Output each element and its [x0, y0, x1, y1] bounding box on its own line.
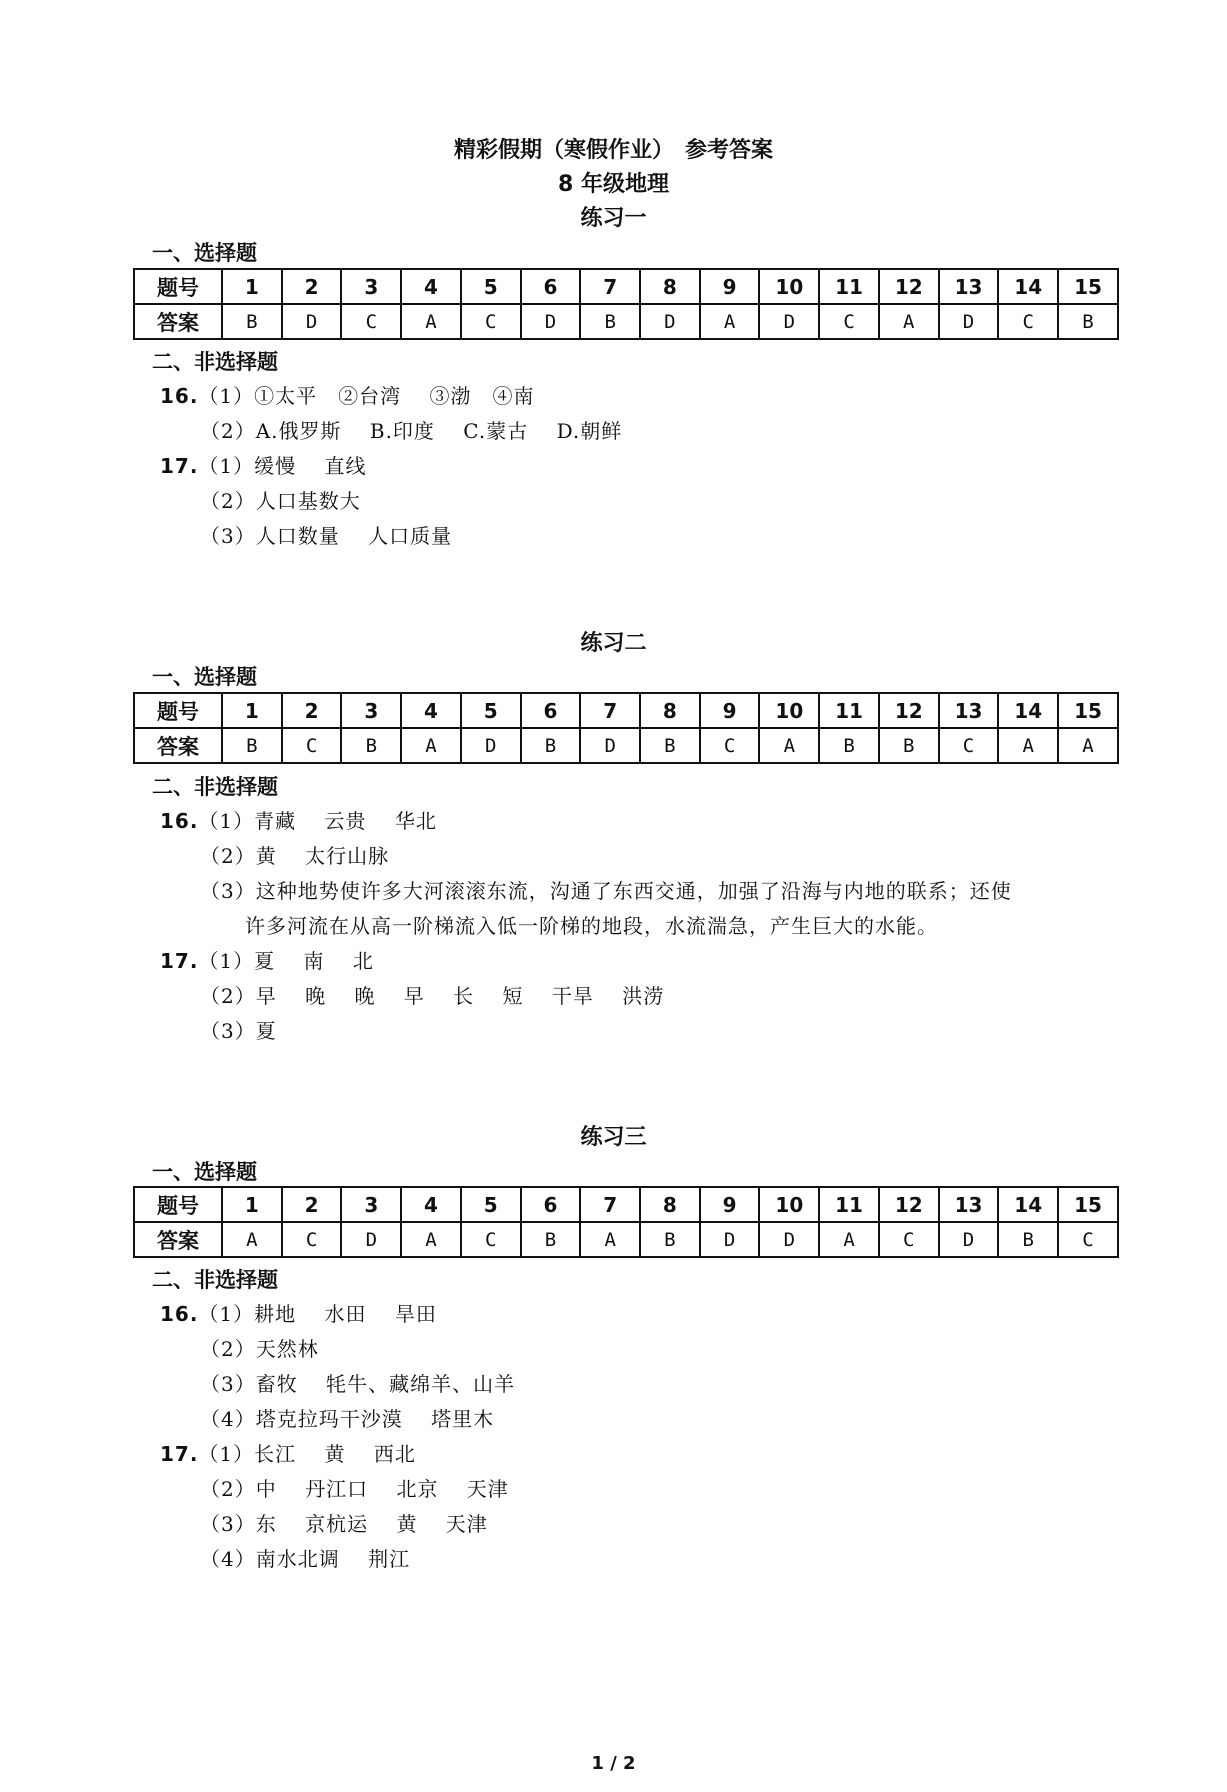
question-number-cell: 6 — [521, 693, 581, 728]
question-number-cell: 15 — [1058, 269, 1118, 304]
answer-text: （1）缓慢 直线 — [198, 454, 367, 478]
section-nonchoice-label: 二、非选择题 — [152, 350, 278, 374]
answer-line — [200, 1333, 319, 1362]
answer-cell: B — [521, 1222, 581, 1257]
question-number: 17. — [160, 1442, 199, 1466]
answer-cell: C — [461, 1222, 521, 1257]
question-number-cell: 8 — [640, 269, 700, 304]
answer-text: （3）这种地势使许多大河滚滚东流，沟通了东西交通，加强了沿海与内地的联系；还使 — [200, 879, 1012, 903]
answer-line — [160, 450, 367, 479]
answer-text: （3）人口数量 人口质量 — [200, 524, 453, 548]
answer-cell: B — [1058, 304, 1118, 339]
answer-text: （4）塔克拉玛干沙漠 塔里木 — [200, 1407, 495, 1431]
question-number-cell: 9 — [700, 269, 760, 304]
answer-line — [160, 805, 437, 834]
question-number-cell: 15 — [1058, 693, 1118, 728]
question-number-cell: 14 — [998, 693, 1058, 728]
answer-line — [200, 1508, 488, 1537]
answer-line — [200, 415, 622, 444]
question-number-cell: 1 — [222, 269, 282, 304]
answer-table — [133, 268, 1119, 340]
answer-line — [200, 875, 1012, 904]
answer-line — [160, 1298, 437, 1327]
answer-cell: B — [640, 1222, 700, 1257]
answer-cell: B — [998, 1222, 1058, 1257]
answer-cell: A — [1058, 728, 1118, 763]
answer-text: （2）早 晚 晚 早 长 短 干旱 洪涝 — [200, 984, 665, 1008]
answer-text: （2）中 丹江口 北京 天津 — [200, 1477, 509, 1501]
answer-cell: C — [341, 304, 401, 339]
answer-line — [200, 520, 452, 549]
table-header-number: 题号 — [134, 1187, 222, 1222]
answer-text: （2）黄 太行山脉 — [200, 844, 390, 868]
question-number-cell: 13 — [939, 269, 999, 304]
question-number-cell: 4 — [401, 1187, 461, 1222]
answer-cell: D — [700, 1222, 760, 1257]
question-number-cell: 15 — [1058, 1187, 1118, 1222]
answer-cell: C — [879, 1222, 939, 1257]
question-number-cell: 5 — [461, 693, 521, 728]
answer-line — [200, 980, 664, 1009]
answer-cell: C — [939, 728, 999, 763]
answer-cell: A — [222, 1222, 282, 1257]
question-number-cell: 11 — [819, 693, 879, 728]
question-number-cell: 5 — [461, 1187, 521, 1222]
question-number-cell: 10 — [759, 1187, 819, 1222]
answer-cell: A — [819, 1222, 879, 1257]
table-header-number: 题号 — [134, 693, 222, 728]
answer-line — [245, 910, 938, 939]
answer-text: （2）A.俄罗斯 B.印度 C.蒙古 D.朝鲜 — [200, 419, 623, 443]
page-title: 精彩假期（寒假作业） 参考答案 — [453, 138, 773, 163]
answer-cell: B — [580, 304, 640, 339]
answer-line — [200, 840, 389, 869]
answer-cell: B — [521, 728, 581, 763]
question-number-cell: 2 — [282, 269, 342, 304]
answer-cell: A — [580, 1222, 640, 1257]
answer-cell: C — [700, 728, 760, 763]
answer-cell: D — [341, 1222, 401, 1257]
question-number-cell: 14 — [998, 1187, 1058, 1222]
answer-cell: A — [700, 304, 760, 339]
question-number-cell: 2 — [282, 693, 342, 728]
question-number: 16. — [160, 384, 199, 408]
answer-cell: B — [222, 304, 282, 339]
question-number: 16. — [160, 1302, 199, 1326]
answer-cell: A — [401, 728, 461, 763]
answer-cell: C — [1058, 1222, 1118, 1257]
answer-cell: C — [461, 304, 521, 339]
answer-cell: A — [401, 1222, 461, 1257]
question-number-cell: 14 — [998, 269, 1058, 304]
question-number-cell: 4 — [401, 693, 461, 728]
exercise-title: 练习二 — [580, 631, 647, 656]
page-number: 1 / 2 — [591, 1753, 636, 1774]
question-number-cell: 11 — [819, 1187, 879, 1222]
answer-line — [160, 945, 374, 974]
answer-text: （1）青藏 云贵 华北 — [198, 809, 437, 833]
answer-text: （3）夏 — [200, 1019, 277, 1043]
answer-text: （3）畜牧 牦牛、藏绵羊、山羊 — [200, 1372, 516, 1396]
table-header-answer: 答案 — [134, 1222, 222, 1257]
question-number-cell: 11 — [819, 269, 879, 304]
question-number: 17. — [160, 454, 199, 478]
question-number-cell: 3 — [341, 693, 401, 728]
answer-cell: D — [282, 304, 342, 339]
question-number: 16. — [160, 809, 199, 833]
answer-line — [200, 1403, 494, 1432]
answer-text: （1）长江 黄 西北 — [198, 1442, 416, 1466]
answer-cell: D — [640, 304, 700, 339]
answer-cell: D — [939, 304, 999, 339]
answer-cell: A — [401, 304, 461, 339]
question-number-cell: 12 — [879, 693, 939, 728]
question-number-cell: 7 — [580, 1187, 640, 1222]
question-number-cell: 7 — [580, 269, 640, 304]
answer-table — [133, 1186, 1119, 1258]
answer-text: （1）夏 南 北 — [198, 949, 374, 973]
question-number: 17. — [160, 949, 199, 973]
answer-text: （1）①太平 ②台湾 ③渤 ④南 — [198, 384, 535, 408]
question-number-cell: 6 — [521, 1187, 581, 1222]
question-number-cell: 2 — [282, 1187, 342, 1222]
answer-text: （4）南水北调 荆江 — [200, 1547, 411, 1571]
answer-cell: A — [879, 304, 939, 339]
answer-table — [133, 692, 1119, 764]
answer-cell: A — [759, 728, 819, 763]
page-subtitle: 8 年级地理 — [558, 172, 669, 197]
answer-cell: D — [521, 304, 581, 339]
answer-line — [200, 1473, 509, 1502]
answer-line — [160, 1438, 416, 1467]
section-choice-label: 一、选择题 — [152, 241, 257, 265]
answer-line — [160, 380, 535, 409]
exercise-title: 练习一 — [580, 206, 647, 231]
answer-cell: B — [222, 728, 282, 763]
question-number-cell: 8 — [640, 693, 700, 728]
question-number-cell: 5 — [461, 269, 521, 304]
answer-cell: D — [759, 304, 819, 339]
question-number-cell: 13 — [939, 1187, 999, 1222]
question-number-cell: 7 — [580, 693, 640, 728]
section-choice-label: 一、选择题 — [152, 665, 257, 689]
question-number-cell: 10 — [759, 693, 819, 728]
answer-line — [200, 485, 361, 514]
answer-line — [200, 1368, 515, 1397]
question-number-cell: 6 — [521, 269, 581, 304]
answer-cell: C — [998, 304, 1058, 339]
question-number-cell: 9 — [700, 1187, 760, 1222]
answer-cell: D — [461, 728, 521, 763]
answer-line — [200, 1543, 410, 1572]
question-number-cell: 12 — [879, 269, 939, 304]
question-number-cell: 9 — [700, 693, 760, 728]
answer-cell: B — [341, 728, 401, 763]
answer-line — [200, 1015, 277, 1044]
question-number-cell: 4 — [401, 269, 461, 304]
answer-text: （3）东 京杭运 黄 天津 — [200, 1512, 488, 1536]
section-nonchoice-label: 二、非选择题 — [152, 775, 278, 799]
table-header-number: 题号 — [134, 269, 222, 304]
question-number-cell: 10 — [759, 269, 819, 304]
answer-cell: C — [282, 1222, 342, 1257]
answer-cell: C — [282, 728, 342, 763]
section-nonchoice-label: 二、非选择题 — [152, 1268, 278, 1292]
answer-cell: D — [939, 1222, 999, 1257]
answer-cell: B — [819, 728, 879, 763]
answer-cell: D — [580, 728, 640, 763]
answer-cell: B — [879, 728, 939, 763]
answer-text: （2）天然林 — [200, 1337, 319, 1361]
question-number-cell: 3 — [341, 269, 401, 304]
question-number-cell: 13 — [939, 693, 999, 728]
answer-cell: C — [819, 304, 879, 339]
question-number-cell: 3 — [341, 1187, 401, 1222]
table-header-answer: 答案 — [134, 304, 222, 339]
section-choice-label: 一、选择题 — [152, 1160, 257, 1184]
answer-cell: D — [759, 1222, 819, 1257]
exercise-title: 练习三 — [580, 1125, 647, 1150]
question-number-cell: 1 — [222, 693, 282, 728]
answer-text: （2）人口基数大 — [200, 489, 361, 513]
question-number-cell: 12 — [879, 1187, 939, 1222]
question-number-cell: 8 — [640, 1187, 700, 1222]
table-header-answer: 答案 — [134, 728, 222, 763]
answer-cell: A — [998, 728, 1058, 763]
question-number-cell: 1 — [222, 1187, 282, 1222]
answer-text: （1）耕地 水田 旱田 — [198, 1302, 437, 1326]
answer-cell: B — [640, 728, 700, 763]
answer-text: 许多河流在从高一阶梯流入低一阶梯的地段，水流湍急，产生巨大的水能。 — [245, 914, 938, 938]
